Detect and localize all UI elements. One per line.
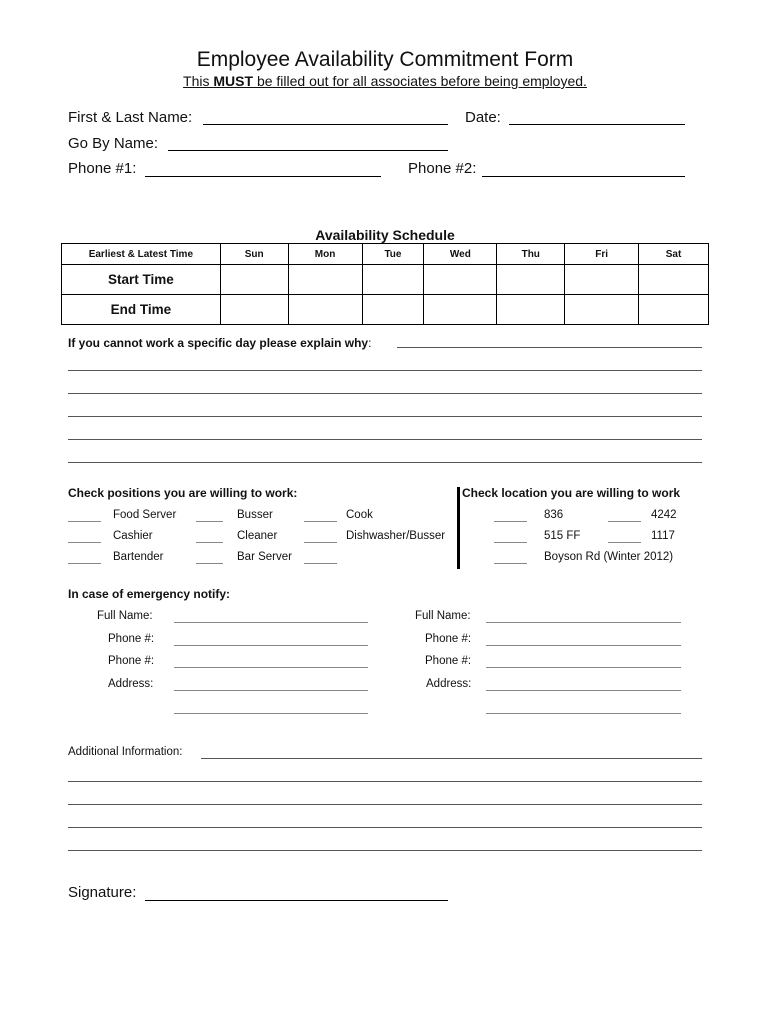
end-mon-cell[interactable] (288, 295, 362, 325)
emergency1-full-name-field[interactable] (174, 622, 368, 623)
position-checkbox-dishwasher-busser[interactable] (304, 542, 337, 543)
availability-schedule-table (61, 243, 709, 325)
additional-info-line-3[interactable] (68, 804, 702, 805)
end-wed-cell[interactable] (424, 295, 497, 325)
emergency1-full-name-label: Full Name: (97, 610, 153, 622)
location-checkbox-836[interactable] (494, 521, 527, 522)
first-last-name-label: First & Last Name: (68, 109, 193, 126)
subtitle-emphasis: MUST (213, 73, 254, 89)
subtitle-pre: This (183, 73, 214, 89)
explain-field-line-1[interactable] (397, 347, 702, 348)
location-checkbox-4242[interactable] (608, 521, 641, 522)
locations-heading: Check location you are willing to work (462, 486, 681, 500)
explain-field-line-3[interactable] (68, 393, 702, 394)
location-checkbox-1117[interactable] (608, 542, 641, 543)
schedule-header-time: Earliest & Latest Time (62, 244, 221, 265)
positions-heading: Check positions you are willing to work: (68, 486, 298, 500)
end-tue-cell[interactable] (362, 295, 424, 325)
start-wed-cell[interactable] (424, 265, 497, 295)
go-by-name-field[interactable] (168, 150, 448, 151)
section-divider (457, 487, 460, 569)
date-field[interactable] (509, 124, 685, 125)
start-time-label: Start Time (62, 265, 221, 295)
emergency1-phone-label-1: Phone #: (108, 633, 155, 645)
start-mon-cell[interactable] (288, 265, 362, 295)
first-last-name-field[interactable] (203, 124, 448, 125)
explain-colon: : (368, 336, 372, 350)
position-food-server: Food Server (113, 509, 177, 521)
form-subtitle (0, 73, 770, 89)
additional-info-label: Additional Information: (68, 746, 183, 758)
position-cleaner: Cleaner (237, 530, 278, 542)
phone1-field[interactable] (145, 176, 381, 177)
explain-label (68, 336, 371, 350)
schedule-header-wed: Wed (424, 244, 497, 265)
end-fri-cell[interactable] (565, 295, 639, 325)
location-boyson-rd: Boyson Rd (Winter 2012) (544, 551, 674, 563)
go-by-name-label: Go By Name: (68, 135, 159, 152)
schedule-header-mon: Mon (288, 244, 362, 265)
location-checkbox-boyson-rd[interactable] (494, 563, 527, 564)
location-515ff: 515 FF (544, 530, 581, 542)
schedule-row-end (62, 295, 709, 325)
end-sun-cell[interactable] (220, 295, 288, 325)
signature-field[interactable] (145, 900, 448, 901)
emergency1-address-label: Address: (108, 678, 154, 690)
schedule-row-start (62, 265, 709, 295)
emergency1-address-field-1[interactable] (174, 690, 368, 691)
schedule-header-thu: Thu (497, 244, 565, 265)
schedule-title: Availability Schedule (315, 227, 455, 243)
emergency1-phone-field-2[interactable] (174, 667, 368, 668)
start-sat-cell[interactable] (639, 265, 709, 295)
location-4242: 4242 (651, 509, 677, 521)
explain-field-line-6[interactable] (68, 462, 702, 463)
location-1117: 1117 (651, 530, 675, 542)
emergency2-phone-label-2: Phone #: (425, 655, 472, 667)
form-title: Employee Availability Commitment Form (196, 48, 574, 71)
emergency2-address-field-1[interactable] (486, 690, 681, 691)
signature-label: Signature: (68, 884, 137, 901)
phone2-label: Phone #2: (408, 160, 477, 177)
explain-field-line-2[interactable] (68, 370, 702, 371)
emergency2-phone-label-1: Phone #: (425, 633, 472, 645)
schedule-header-sun: Sun (220, 244, 288, 265)
position-checkbox-cleaner[interactable] (196, 542, 223, 543)
position-cook: Cook (346, 509, 373, 521)
phone1-label: Phone #1: (68, 160, 137, 177)
position-checkbox-extra[interactable] (304, 563, 337, 564)
emergency2-full-name-field[interactable] (486, 622, 681, 623)
additional-info-line-2[interactable] (68, 781, 702, 782)
schedule-header-sat: Sat (639, 244, 709, 265)
emergency2-phone-field-1[interactable] (486, 645, 681, 646)
emergency2-address-label: Address: (426, 678, 472, 690)
explain-label-text: If you cannot work a specific day please explain why (68, 336, 369, 350)
additional-info-line-5[interactable] (68, 850, 702, 851)
emergency1-phone-label-2: Phone #: (108, 655, 155, 667)
position-checkbox-cashier[interactable] (68, 542, 101, 543)
start-sun-cell[interactable] (220, 265, 288, 295)
emergency2-full-name-label: Full Name: (415, 610, 471, 622)
emergency2-phone-field-2[interactable] (486, 667, 681, 668)
end-time-label: End Time (62, 295, 221, 325)
position-checkbox-bartender[interactable] (68, 563, 101, 564)
position-checkbox-busser[interactable] (196, 521, 223, 522)
position-checkbox-cook[interactable] (304, 521, 337, 522)
date-label: Date: (465, 109, 501, 126)
position-bar-server: Bar Server (237, 551, 292, 563)
location-checkbox-515ff[interactable] (494, 542, 527, 543)
position-bartender: Bartender (113, 551, 164, 563)
subtitle-post: be filled out for all associates before being employed. (253, 73, 587, 89)
start-thu-cell[interactable] (497, 265, 565, 295)
end-thu-cell[interactable] (497, 295, 565, 325)
position-cashier: Cashier (113, 530, 153, 542)
emergency1-address-field-2[interactable] (174, 713, 368, 714)
position-checkbox-food-server[interactable] (68, 521, 101, 522)
schedule-header-fri: Fri (565, 244, 639, 265)
schedule-header-tue: Tue (362, 244, 424, 265)
additional-info-line-4[interactable] (68, 827, 702, 828)
explain-field-line-4[interactable] (68, 416, 702, 417)
position-dishwasher-busser: Dishwasher/Busser (346, 530, 446, 542)
explain-field-line-5[interactable] (68, 439, 702, 440)
emergency1-phone-field-1[interactable] (174, 645, 368, 646)
start-tue-cell[interactable] (362, 265, 424, 295)
phone2-field[interactable] (482, 176, 685, 177)
position-busser: Busser (237, 509, 273, 521)
emergency-heading: In case of emergency notify: (68, 587, 231, 601)
position-checkbox-bar-server[interactable] (196, 563, 223, 564)
start-fri-cell[interactable] (565, 265, 639, 295)
end-sat-cell[interactable] (639, 295, 709, 325)
location-836: 836 (544, 509, 564, 521)
schedule-header-row (62, 244, 709, 265)
emergency2-address-field-2[interactable] (486, 713, 681, 714)
additional-info-line-1[interactable] (201, 758, 702, 759)
